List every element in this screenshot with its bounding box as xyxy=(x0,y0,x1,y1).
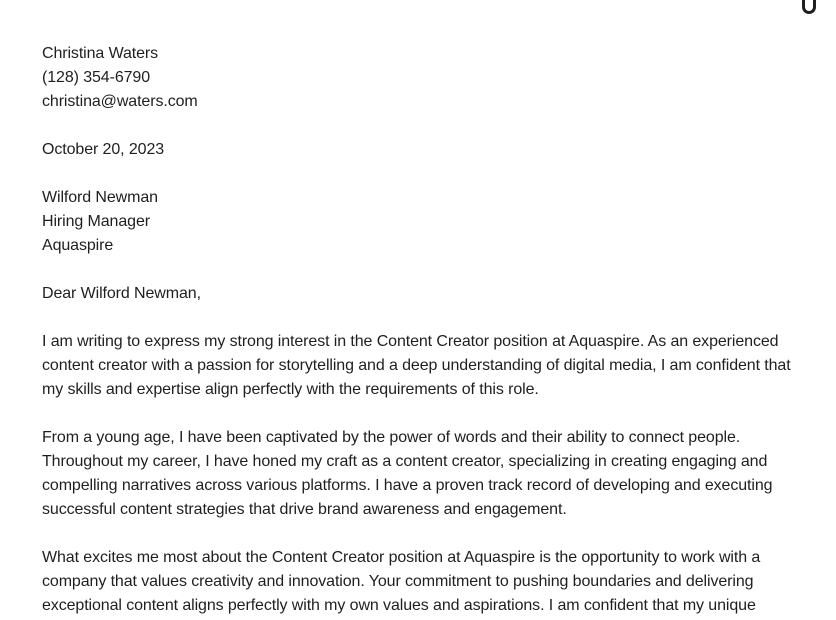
recipient-block xyxy=(42,186,802,258)
recipient-company: Aquaspire xyxy=(42,237,114,254)
salutation-block xyxy=(42,282,802,306)
recipient-title: Hiring Manager xyxy=(42,213,150,230)
letter-date: October 20, 2023 xyxy=(42,141,165,158)
date-block xyxy=(42,138,802,162)
sender-name: Christina Waters xyxy=(42,45,159,62)
cover-letter xyxy=(42,42,802,620)
recipient-name: Wilford Newman xyxy=(42,189,158,206)
body-paragraph-1: I am writing to express my strong interest in the Content Creator position at Aquaspire. As an experienced content creator with a passion for storytelling and a deep understanding of digital media, I am confident that my skills and expertise align perfectly with the requirements of this role. xyxy=(42,333,791,398)
body-paragraph-2: From a young age, I have been captivated by the power of words and their ability to connect people. Throughout my career, I have honed my craft as a content creator, specializing in creating engaging and compelling narratives across various platforms. I have a proven track record of developing and executing successful content strategies that drive brand awareness and engagement. xyxy=(42,429,773,518)
sender-email: christina@waters.com xyxy=(42,93,198,110)
cut-off-glyph-icon xyxy=(802,0,816,14)
sender-block xyxy=(42,42,802,114)
body-paragraph-3: What excites me most about the Content Creator position at Aquaspire is the opportunity to work with a company that values creativity and innovation. Your commitment to pushing boundaries and delivering exceptional content aligns perfectly with my own values and aspirations. I am confident that my unique xyxy=(42,549,761,614)
sender-phone: (128) 354-6790 xyxy=(42,69,151,86)
salutation: Dear Wilford Newman, xyxy=(42,285,201,302)
